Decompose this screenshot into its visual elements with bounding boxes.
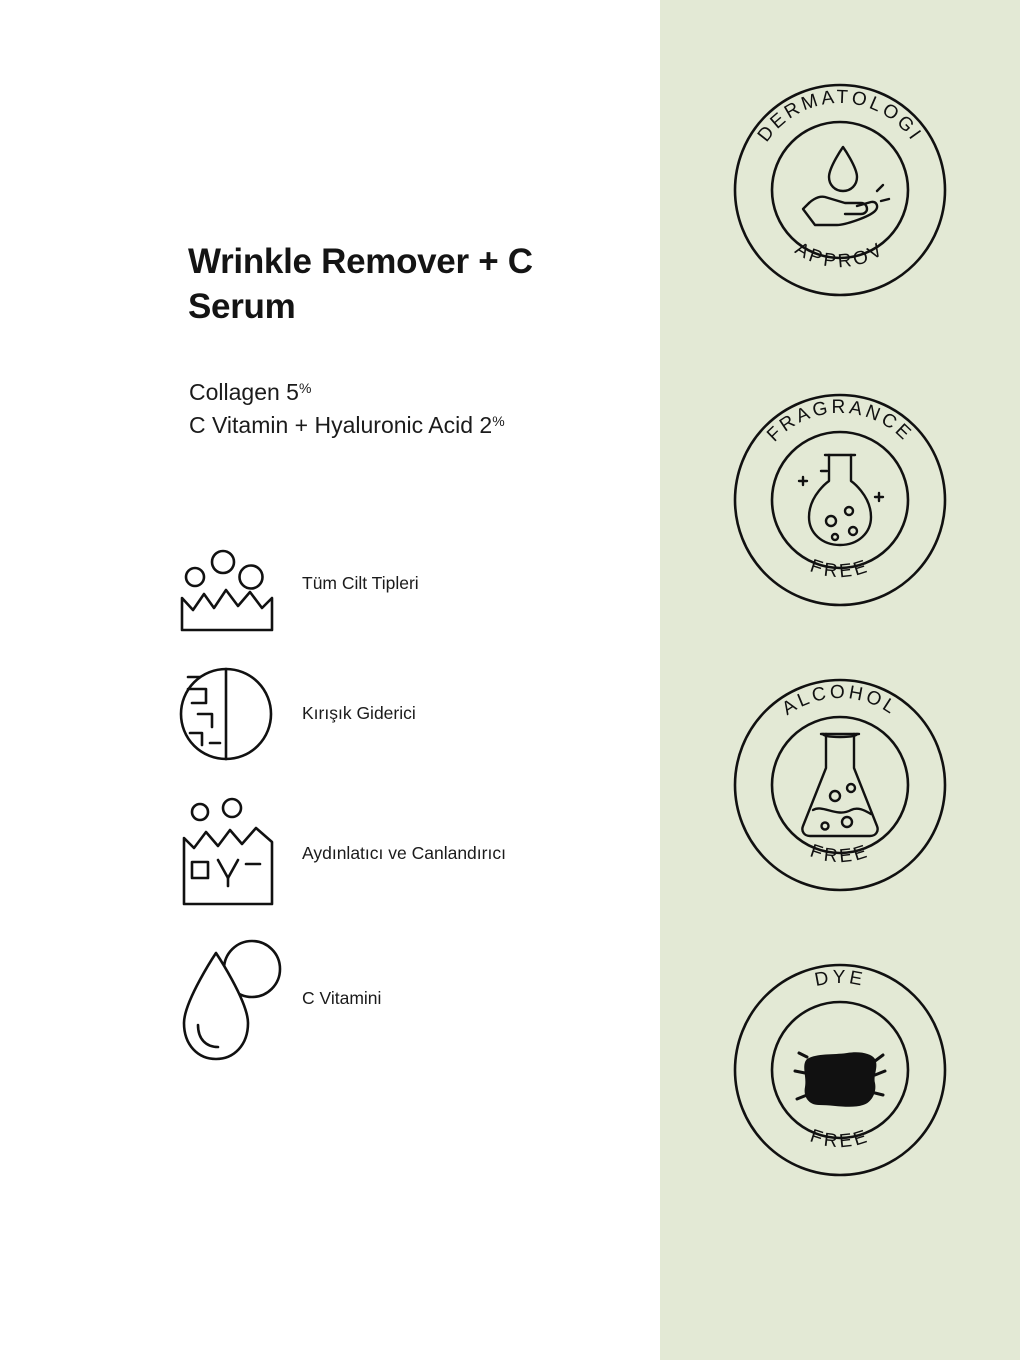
badge-alcohol-free	[725, 670, 955, 900]
badge-dye-free	[725, 955, 955, 1185]
ingredient-list	[189, 376, 629, 441]
all-skin-types-icon	[176, 532, 296, 637]
badge-bottom-text: FREE	[807, 840, 873, 868]
ingredient-item	[189, 409, 629, 442]
vitamin-c-drop-icon	[176, 929, 296, 1069]
ingredient-name: Collagen 5	[189, 379, 299, 405]
badge-top-text: DERMATOLOGI	[753, 86, 927, 146]
ingredient-percent: %	[298, 380, 312, 396]
erlenmeyer-flask-icon	[802, 734, 877, 836]
feature-label: C Vitamini	[302, 988, 382, 1009]
badge-dermatologist-approved	[725, 75, 955, 305]
feature-label: Aydınlatıcı ve Canlandırıcı	[302, 843, 506, 864]
badge-bottom-text: FREE	[807, 1125, 873, 1153]
ingredient-name: C Vitamin + Hyaluronic Acid 2	[189, 411, 493, 438]
feature-item-vitamin-c	[176, 924, 646, 1074]
badge-bottom-text: APPROV	[791, 238, 889, 273]
page-title: Wrinkle Remover + C Serum	[188, 242, 533, 326]
badge-top-text: DYE	[812, 966, 868, 991]
brightening-icon	[176, 794, 296, 914]
feature-list	[176, 524, 646, 1074]
badge-fragrance-free	[725, 385, 955, 615]
hand-drop-icon	[803, 147, 889, 225]
certification-badges-panel	[660, 0, 1020, 1360]
wrinkle-remover-icon	[176, 659, 296, 769]
feature-item-all-skin-types	[176, 524, 646, 644]
paint-smear-icon	[795, 1052, 885, 1107]
feature-item-brightening	[176, 784, 646, 924]
ingredient-item	[189, 376, 629, 409]
badge-top-text: FRAGRANCE	[763, 397, 917, 447]
feature-item-wrinkle-remover	[176, 644, 646, 784]
feature-label: Kırışık Giderici	[302, 703, 416, 724]
badge-top-text: ALCOHOL	[778, 681, 902, 720]
badge-bottom-text: FREE	[807, 555, 873, 583]
feature-label: Tüm Cilt Tipleri	[302, 573, 419, 594]
flask-round-icon	[799, 455, 883, 545]
ingredient-percent: %	[492, 412, 505, 429]
